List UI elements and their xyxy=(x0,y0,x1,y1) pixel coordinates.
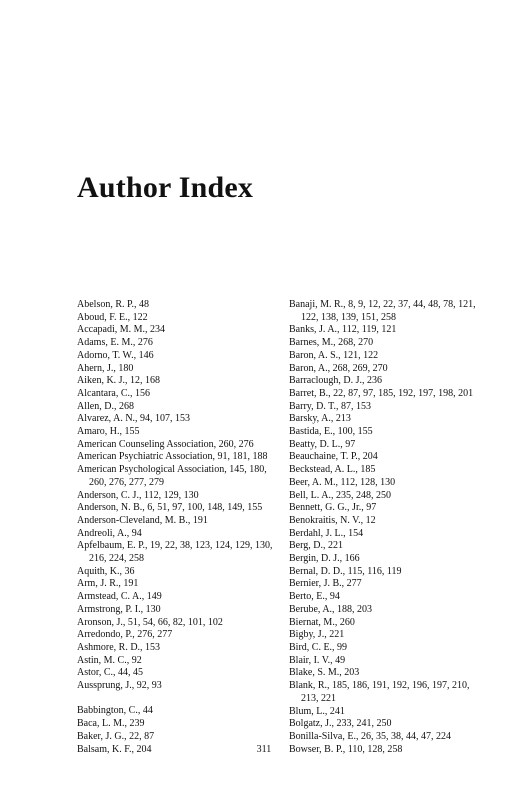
index-entry: Armstead, C. A., 149 xyxy=(77,591,162,603)
index-entry: Barnes, M., 268, 270 xyxy=(289,337,374,349)
index-entry: American Psychological Association, 145, 180, 260, 276, 277, 279 xyxy=(77,464,267,488)
index-entry: American Psychiatric Association, 91, 181, 188 xyxy=(77,451,268,463)
index-entry: Berdahl, J. L., 154 xyxy=(289,527,364,539)
index-column-right xyxy=(289,299,489,756)
index-entry: Barraclough, D. J., 236 xyxy=(289,375,383,387)
index-entry: Baron, A. S., 121, 122 xyxy=(289,349,379,361)
index-entry: Baca, L. M., 239 xyxy=(77,718,145,730)
index-entry: Amaro, H., 155 xyxy=(77,426,140,438)
index-entry: Bastida, E., 100, 155 xyxy=(289,426,373,438)
index-entry: Barry, D. T., 87, 153 xyxy=(289,400,372,412)
index-entry: Bernier, J. B., 277 xyxy=(289,578,362,590)
index-entry: Alvarez, A. N., 94, 107, 153 xyxy=(77,413,191,425)
index-entry: Arm, J. R., 191 xyxy=(77,578,139,590)
index-entry: Aquith, K., 36 xyxy=(77,565,135,577)
index-entry: Blair, I. V., 49 xyxy=(289,654,346,666)
index-entry: Bolgatz, J., 233, 241, 250 xyxy=(289,718,392,730)
index-entry: Benokraitis, N. V., 12 xyxy=(289,514,376,526)
index-entry: Adams, E. M., 276 xyxy=(77,337,153,349)
index-entry: Andreoli, A., 94 xyxy=(77,527,142,539)
index-entry: Anderson, C. J., 112, 129, 130 xyxy=(77,489,199,501)
index-entry: Bergin, D. J., 166 xyxy=(289,553,360,565)
index-entry: Banks, J. A., 112, 119, 121 xyxy=(289,324,397,336)
index-entry: Bonilla-Silva, E., 26, 35, 38, 44, 47, 224 xyxy=(289,730,451,742)
index-entry: Astin, M. C., 92 xyxy=(77,654,142,666)
index-entry: Barsky, A., 213 xyxy=(289,413,351,425)
index-entry: Aronson, J., 51, 54, 66, 82, 101, 102 xyxy=(77,616,223,628)
index-entry: Armstrong, P. I., 130 xyxy=(77,603,161,615)
index-entry: Anderson-Cleveland, M. B., 191 xyxy=(77,514,208,526)
index-entry: Banaji, M. R., 8, 9, 12, 22, 37, 44, 48, 78, 121, 122, 138, 139, 151, 258 xyxy=(289,299,476,323)
index-entry: Arredondo, P., 276, 277 xyxy=(77,629,173,641)
index-entry: Beatty, D. L., 97 xyxy=(289,438,356,450)
page-title: Author Index xyxy=(77,171,254,204)
index-entry: Ashmore, R. D., 153 xyxy=(77,641,161,653)
index-entry: Bernal, D. D., 115, 116, 119 xyxy=(289,565,402,577)
index-entry: Berto, E., 94 xyxy=(289,591,340,603)
index-entry: Baron, A., 268, 269, 270 xyxy=(289,362,388,374)
index-entry: Bowser, B. P., 110, 128, 258 xyxy=(289,743,403,755)
page-number: 311 xyxy=(256,744,272,755)
index-entry: Babbington, C., 44 xyxy=(77,705,153,717)
index-entry: Astor, C., 44, 45 xyxy=(77,667,143,679)
index-entry: Anderson, N. B., 6, 51, 97, 100, 148, 149, 155 xyxy=(77,502,263,514)
index-entry: Accapadi, M. M., 234 xyxy=(77,324,166,336)
index-entry: Biernat, M., 260 xyxy=(289,616,355,628)
index-entry: Beauchaine, T. P., 204 xyxy=(289,451,378,463)
index-entry: Abelson, R. P., 48 xyxy=(77,299,149,310)
index-entry: Apfelbaum, E. P., 19, 22, 38, 123, 124, 129, 130, 216, 224, 258 xyxy=(77,540,273,565)
index-column-left xyxy=(77,299,277,756)
index-entry: Blank, R., 185, 186, 191, 192, 196, 197, 210, 213, 221 xyxy=(289,680,470,704)
index-entry: Aussprung, J., 92, 93 xyxy=(77,680,162,692)
index-entry: Allen, D., 268 xyxy=(77,400,134,412)
index-entry: Balsam, K. F., 204 xyxy=(77,743,152,755)
index-entry: Beckstead, A. L., 185 xyxy=(289,464,376,476)
index-entry: Bell, L. A., 235, 248, 250 xyxy=(289,489,391,501)
index-entry: American Counseling Association, 260, 276 xyxy=(77,438,254,450)
index-entry: Blum, L., 241 xyxy=(289,705,345,717)
index-entry: Bigby, J., 221 xyxy=(289,629,345,641)
index-entry: Blake, S. M., 203 xyxy=(289,667,360,679)
index-entry: Bennett, G. G., Jr., 97 xyxy=(289,502,377,514)
index-entry: Berube, A., 188, 203 xyxy=(289,603,373,615)
index-entry: Adorno, T. W., 146 xyxy=(77,349,154,361)
index-entry: Ahern, J., 180 xyxy=(77,362,134,374)
index-entry: Barret, B., 22, 87, 97, 185, 192, 197, 198, 201 xyxy=(289,387,474,399)
index-entry: Bird, C. E., 99 xyxy=(289,641,348,653)
index-entry: Alcantara, C., 156 xyxy=(77,387,151,399)
index-entry: Aiken, K. J., 12, 168 xyxy=(77,375,161,387)
index-entry: Berg, D., 221 xyxy=(289,540,343,552)
index-entry: Baker, J. G., 22, 87 xyxy=(77,730,155,742)
index-entry: Aboud, F. E., 122 xyxy=(77,311,148,323)
index-entry: Beer, A. M., 112, 128, 130 xyxy=(289,476,396,488)
